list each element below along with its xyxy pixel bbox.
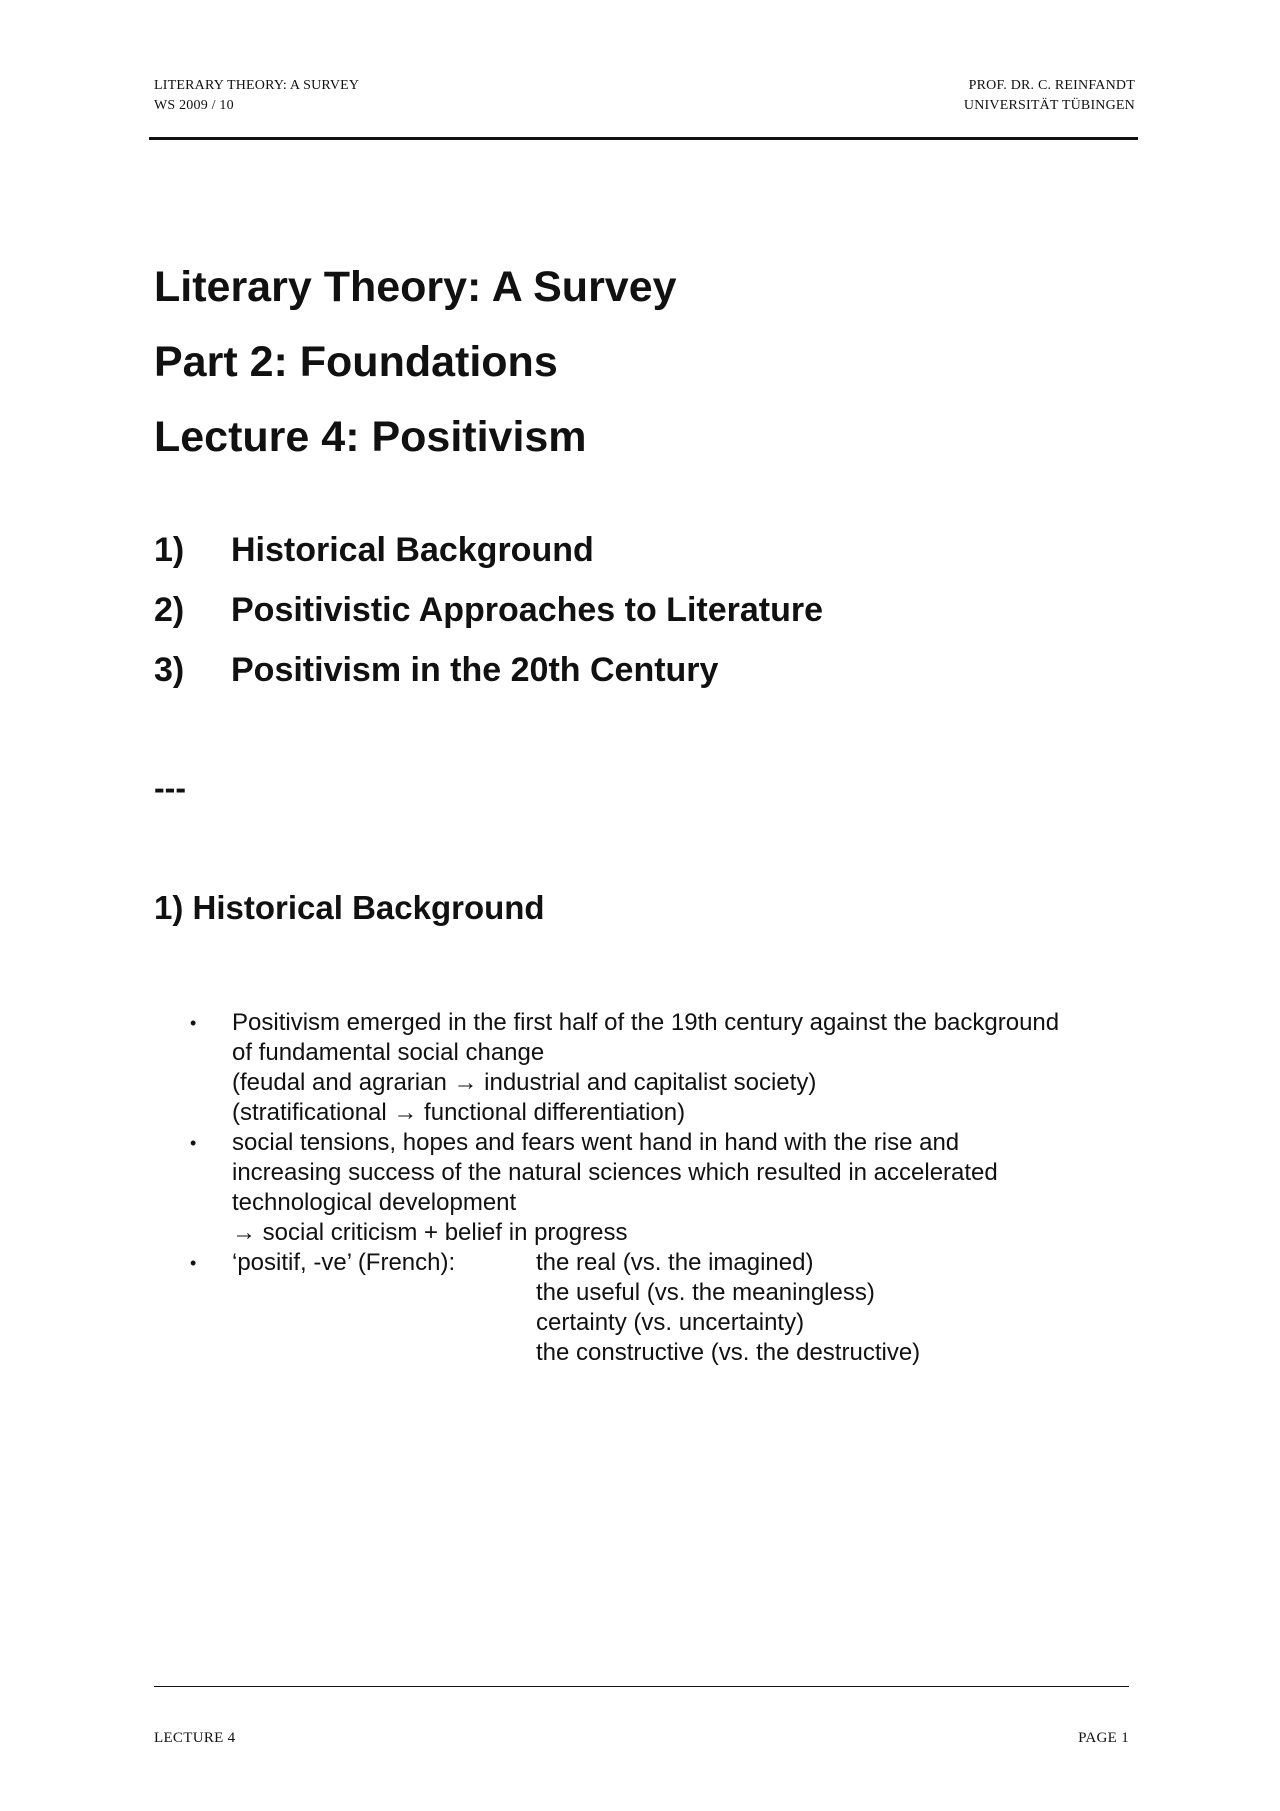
bullet-marker: • [190, 1253, 197, 1273]
text-line: social tensions, hopes and fears went hand in hand with the rise and [232, 1129, 960, 1156]
toc-item-label: Positivistic Approaches to Literature [231, 591, 823, 629]
definition-row [232, 1308, 1150, 1338]
bullet-marker: • [190, 1013, 197, 1033]
definition-text: the constructive (vs. the destructive) [536, 1339, 921, 1366]
footer-lecture-number: LECTURE 4 [154, 1730, 236, 1746]
bullet-marker: • [190, 1133, 197, 1153]
toc-item-number: 2) [154, 591, 185, 629]
footer-rule [154, 1686, 1129, 1687]
toc-item [154, 528, 823, 588]
definition-row [232, 1278, 1150, 1308]
bullet-text [232, 1128, 1150, 1248]
header-course-info [154, 76, 359, 116]
toc-item-number: 3) [154, 651, 185, 689]
definition-text: the real (vs. the imagined) [536, 1249, 814, 1276]
definition-term: ‘positif, -ve’ (French): [232, 1249, 456, 1276]
definition-row [232, 1248, 1150, 1278]
text-line: of fundamental social change [232, 1039, 545, 1066]
list-item [190, 1008, 1150, 1128]
title-course: Literary Theory: A Survey [154, 263, 677, 311]
footer-page-number: PAGE 1 [1078, 1730, 1129, 1746]
text-line: (stratificational → functional differentiation) [232, 1099, 686, 1126]
section-divider: --- [154, 770, 186, 806]
text-line: → social criticism + belief in progress [232, 1219, 628, 1246]
definition-row [232, 1338, 1150, 1368]
section-heading: 1) Historical Background [154, 889, 545, 926]
header-author-info [964, 76, 1135, 116]
text-line: Positivism emerged in the first half of the 19th century against the background [232, 1009, 1060, 1036]
bullet-list [190, 1008, 1150, 1368]
toc-item [154, 588, 823, 648]
text-line: technological development [232, 1189, 517, 1216]
toc-item [154, 648, 823, 708]
bullet-text [232, 1008, 1150, 1128]
table-of-contents [154, 528, 823, 708]
text-line: (feudal and agrarian → industrial and capitalist society) [232, 1069, 817, 1096]
definition-text: the useful (vs. the meaningless) [536, 1279, 875, 1306]
toc-item-label: Positivism in the 20th Century [231, 651, 719, 689]
toc-item-number: 1) [154, 531, 185, 569]
title-part: Part 2: Foundations [154, 338, 558, 386]
header-rule [149, 137, 1138, 140]
header-course-title: LITERARY THEORY: A SURVEY [154, 78, 360, 93]
header-university: UNIVERSITÄT TÜBINGEN [963, 98, 1135, 113]
text-line: increasing success of the natural sciences which resulted in accelerated [232, 1159, 998, 1186]
page-footer [154, 1727, 1129, 1749]
page-header [154, 76, 1135, 118]
toc-item-label: Historical Background [231, 531, 594, 569]
title-lecture: Lecture 4: Positivism [154, 413, 587, 461]
definition-block [232, 1248, 1150, 1368]
header-semester: WS 2009 / 10 [154, 98, 234, 113]
list-item [190, 1128, 1150, 1248]
document-title [154, 258, 677, 483]
list-item [190, 1248, 1150, 1368]
header-professor: PROF. DR. C. REINFANDT [968, 78, 1135, 93]
definition-text: certainty (vs. uncertainty) [536, 1309, 805, 1336]
